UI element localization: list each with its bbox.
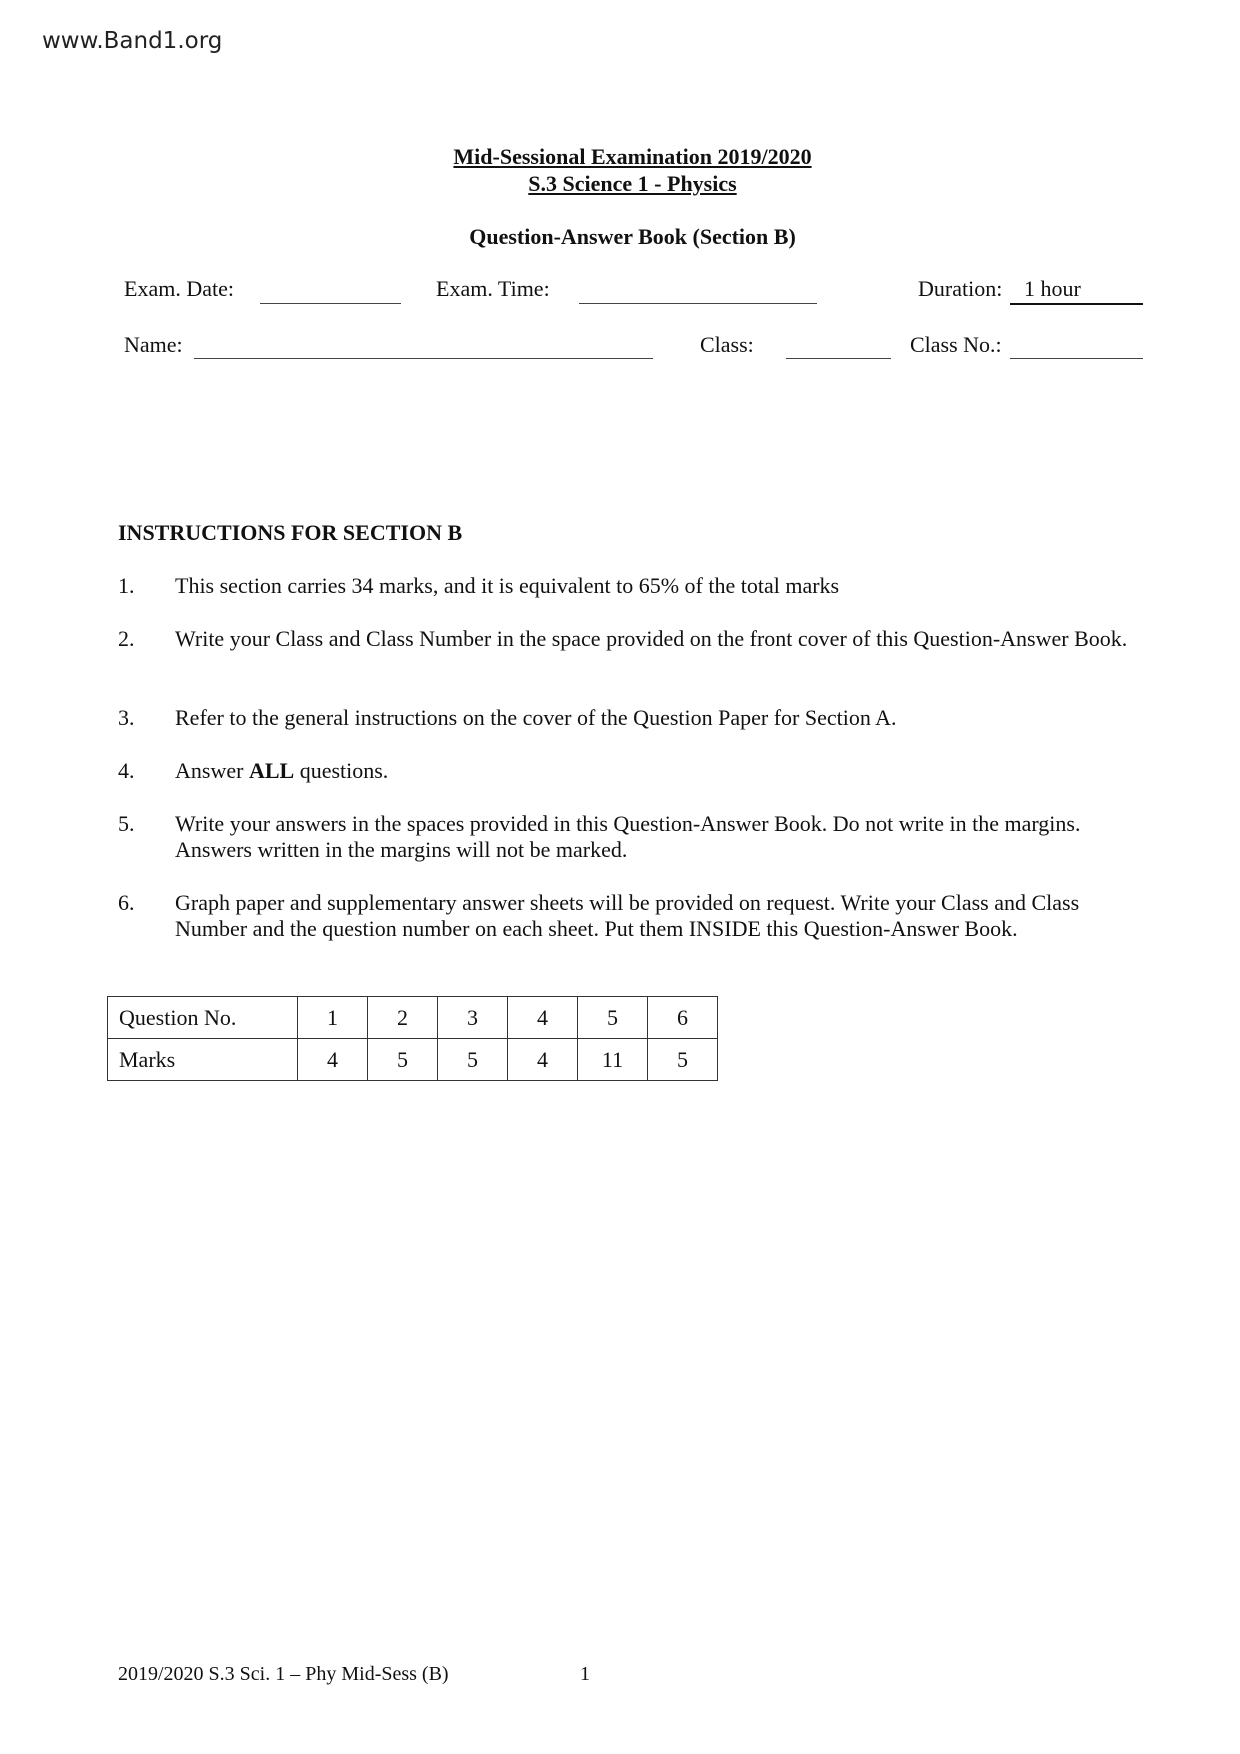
class-field[interactable] xyxy=(786,358,891,359)
class-no-field[interactable] xyxy=(1010,358,1143,359)
exam-title: Mid-Sessional Examination 2019/2020 xyxy=(453,144,812,169)
exam-date-field[interactable] xyxy=(260,303,401,304)
question-cell: 4 xyxy=(508,997,578,1039)
instruction-text: Graph paper and supplementary answer sheets will be provided on request. Write your Class and Class Number and the question number on each sheet. Put them INSIDE this Question-Answer Book. xyxy=(175,890,1080,941)
item-number: 2. xyxy=(118,626,135,651)
question-cell: 6 xyxy=(648,997,718,1039)
name-label: Name: xyxy=(124,332,183,357)
question-cell: 2 xyxy=(368,997,438,1039)
question-cell: 1 xyxy=(298,997,368,1039)
question-cell: 3 xyxy=(438,997,508,1039)
item-number: 1. xyxy=(118,573,135,598)
class-label: Class: xyxy=(700,332,754,357)
marks-cell: 4 xyxy=(508,1039,578,1081)
book-title: Question-Answer Book (Section B) xyxy=(469,224,796,249)
exam-date-label: Exam. Date: xyxy=(124,276,234,301)
class-no-label: Class No.: xyxy=(910,332,1002,357)
row-label: Question No. xyxy=(108,997,298,1039)
question-cell: 5 xyxy=(578,997,648,1039)
item-number: 3. xyxy=(118,705,135,730)
name-field[interactable] xyxy=(194,358,653,359)
instruction-text: Write your answers in the spaces provided in this Question-Answer Book. Do not write in the margins. Answers written in the margins will not be marked. xyxy=(175,811,1081,862)
instruction-text: Refer to the general instructions on the cover of the Question Paper for Section A. xyxy=(175,705,897,730)
item-number: 6. xyxy=(118,890,135,915)
text-part: questions. xyxy=(294,758,389,783)
row-label: Marks xyxy=(108,1039,298,1081)
exam-time-field[interactable] xyxy=(579,303,817,304)
instruction-text: Write your Class and Class Number in the space provided on the front cover of this Question-Answer Book. xyxy=(175,626,1128,651)
duration-label: Duration: xyxy=(918,276,1003,301)
marks-cell: 5 xyxy=(438,1039,508,1081)
marks-cell: 4 xyxy=(298,1039,368,1081)
marks-table xyxy=(107,996,718,1081)
exam-subtitle: S.3 Science 1 - Physics xyxy=(528,171,737,196)
watermark: www.Band1.org xyxy=(42,28,223,54)
exam-time-label: Exam. Time: xyxy=(436,276,550,301)
bold-text: ALL xyxy=(248,758,295,783)
table-row xyxy=(108,997,718,1039)
item-number: 5. xyxy=(118,811,135,836)
instruction-text: This section carries 34 marks, and it is equivalent to 65% of the total marks xyxy=(175,573,840,598)
marks-cell: 11 xyxy=(578,1039,648,1081)
marks-cell: 5 xyxy=(368,1039,438,1081)
table-row xyxy=(108,1039,718,1081)
instructions-heading: INSTRUCTIONS FOR SECTION B xyxy=(118,520,463,545)
instruction-text xyxy=(175,758,1130,784)
duration-value: 1 hour xyxy=(1024,276,1081,301)
page-number: 1 xyxy=(580,1663,590,1685)
duration-underline xyxy=(1010,303,1143,305)
footer-text: 2019/2020 S.3 Sci. 1 – Phy Mid-Sess (B) xyxy=(118,1663,449,1685)
text-part: Answer xyxy=(175,758,249,783)
item-number: 4. xyxy=(118,758,135,783)
marks-cell: 5 xyxy=(648,1039,718,1081)
